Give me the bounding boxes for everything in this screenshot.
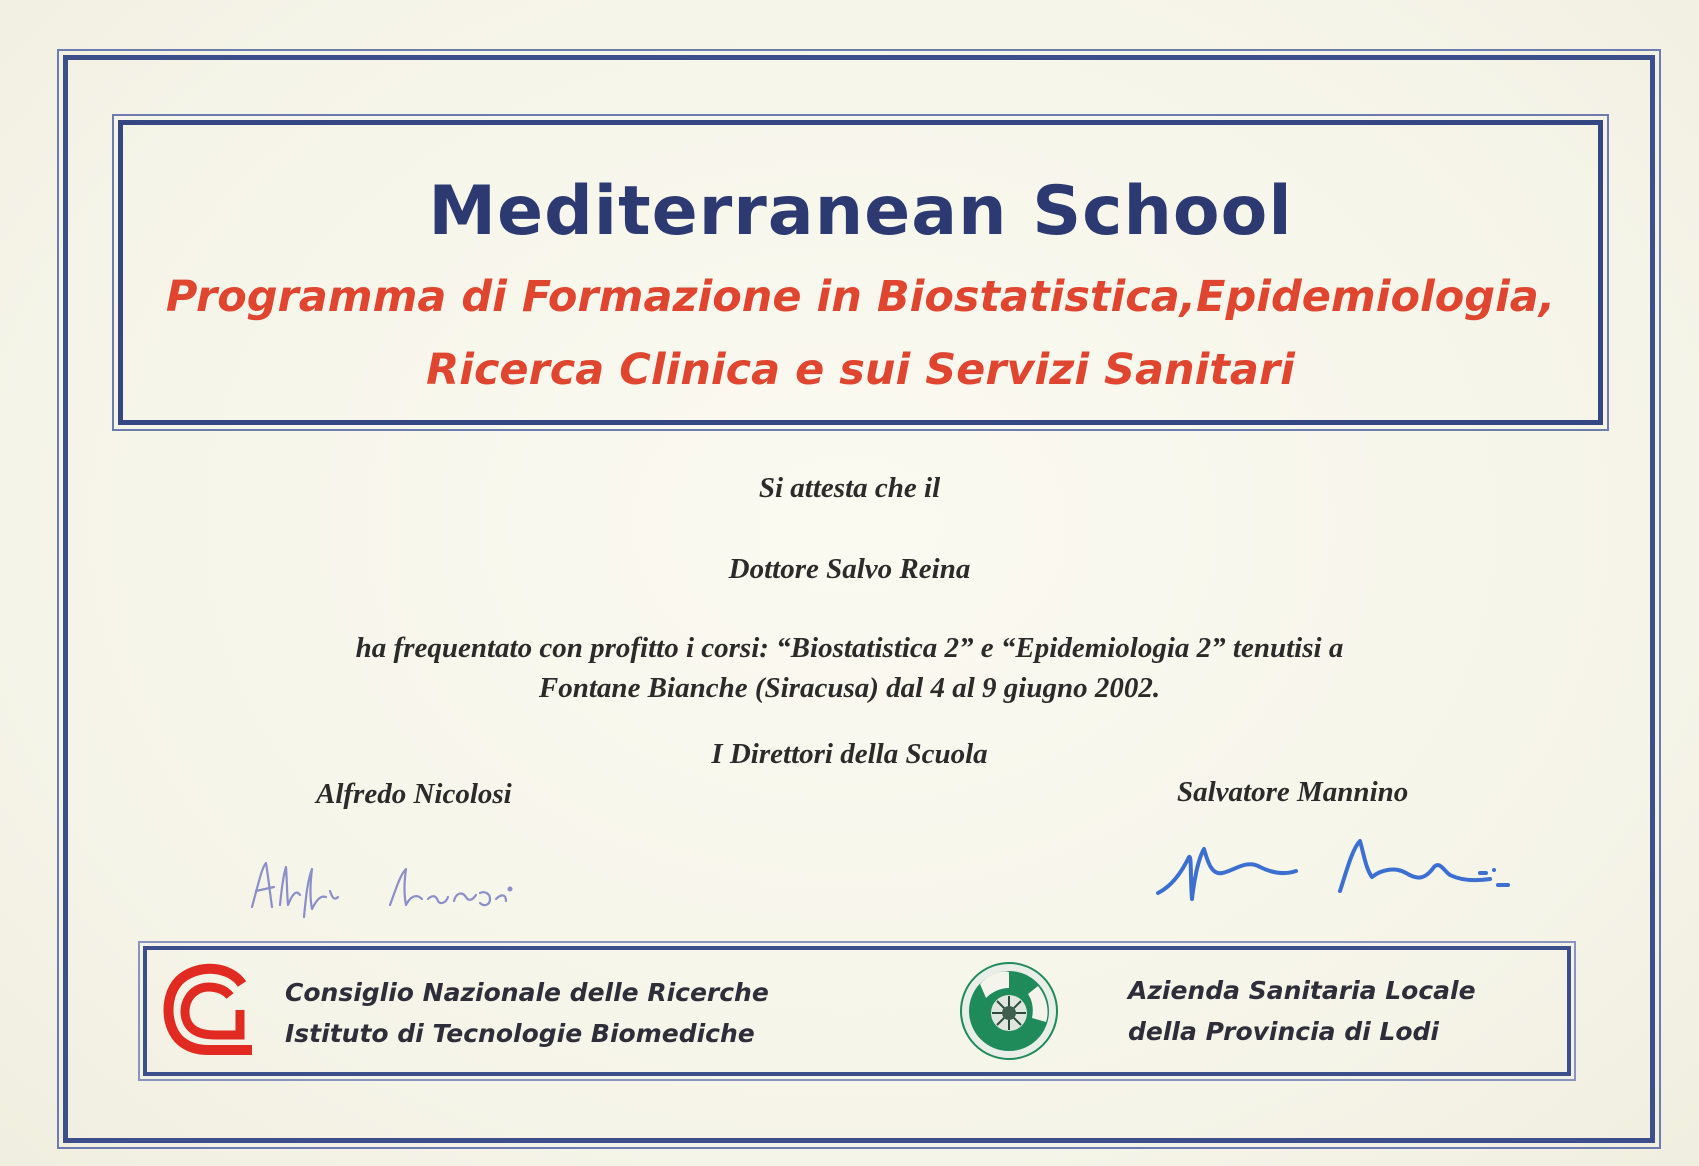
cnr-institution-name: Consiglio Nazionale delle Ricerche [285, 978, 769, 1007]
asl-institution-name: Azienda Sanitaria Locale [1128, 976, 1476, 1005]
program-subtitle-line2: Ricerca Clinica e sui Servizi Sanitari [426, 345, 1295, 395]
director-right-name: Salvatore Mannino [1177, 776, 1409, 808]
asl-logo-icon [958, 960, 1060, 1062]
cnr-name-block [285, 972, 769, 1054]
cnr-logo-icon [160, 962, 255, 1057]
asl-name-block [1128, 970, 1476, 1052]
handwritten-signature-icon [240, 845, 540, 925]
certificate-title: Mediterranean School [428, 172, 1293, 251]
director-left-name: Alfredo Nicolosi [316, 778, 512, 810]
directors-label: I Direttori della Scuola [711, 738, 988, 770]
asl-province-name: della Provincia di Lodi [1128, 1017, 1439, 1046]
cnr-institute-name: Istituto di Tecnologie Biomediche [285, 1019, 755, 1048]
handwritten-signature-icon [1150, 815, 1520, 915]
program-subtitle-line1: Programma di Formazione in Biostatistica,Epidemiologia, [165, 272, 1556, 322]
attestation-text: Si attesta che il [758, 472, 941, 504]
course-description-line2: Fontane Bianche (Siracusa) dal 4 al 9 giugno 2002. [538, 672, 1161, 704]
recipient-name: Dottore Salvo Reina [728, 553, 971, 585]
course-description-line1: ha frequentato con profitto i corsi: “Biostatistica 2” e “Epidemiologia 2” tenutisi a [355, 632, 1344, 664]
